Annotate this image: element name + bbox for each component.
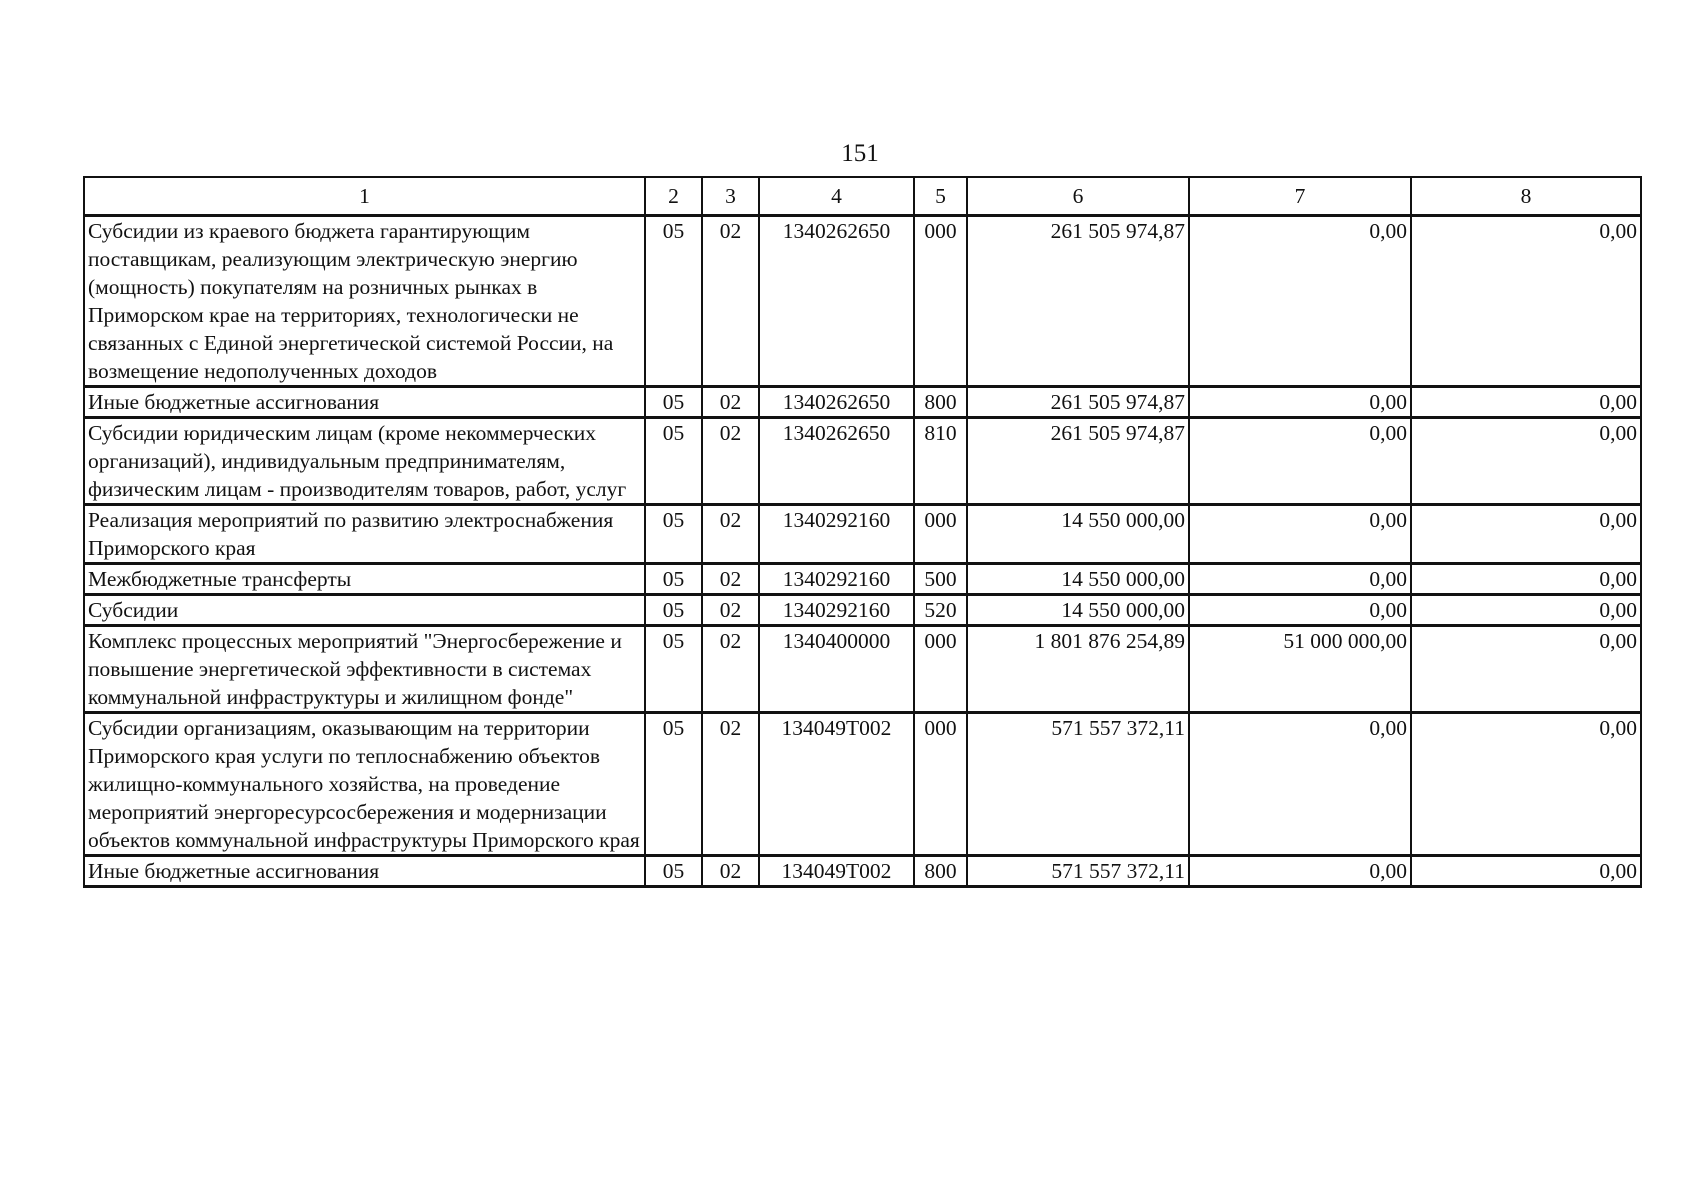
column-header-6: 6: [967, 177, 1189, 216]
column-header-5: 5: [914, 177, 967, 216]
row-amount-col7: 0,00: [1189, 387, 1411, 418]
row-amount-col8: 0,00: [1411, 595, 1641, 626]
row-amount-col7: 0,00: [1189, 418, 1411, 505]
row-amount-col8: 0,00: [1411, 216, 1641, 387]
table-row: [84, 216, 1641, 387]
row-amount-col7: 0,00: [1189, 564, 1411, 595]
row-target-code: 1340262650: [759, 387, 914, 418]
row-target-code: 134049Т002: [759, 856, 914, 887]
row-name: Комплекс процессных мероприятий "Энергосбережение и повышение энергетической эффективности в системах коммунальной инфраструктуры и жилищном фонде": [84, 626, 645, 713]
row-amount-col6: 261 505 974,87: [967, 387, 1189, 418]
row-name: Субсидии организациям, оказывающим на территории Приморского края услуги по теплоснабжению объектов жилищно-коммунального хозяйства, на проведение мероприятий энергоресурсосбережения и модернизации объектов коммунальной инфраструктуры Приморского края: [84, 713, 645, 856]
column-header-3: 3: [702, 177, 759, 216]
row-expense-type: 000: [914, 626, 967, 713]
row-section: 05: [645, 564, 702, 595]
column-header-1: 1: [84, 177, 645, 216]
budget-table: [83, 176, 1642, 888]
row-subsection: 02: [702, 216, 759, 387]
row-section: 05: [645, 216, 702, 387]
row-amount-col6: 261 505 974,87: [967, 216, 1189, 387]
row-amount-col8: 0,00: [1411, 713, 1641, 856]
row-amount-col7: 0,00: [1189, 713, 1411, 856]
row-amount-col6: 1 801 876 254,89: [967, 626, 1189, 713]
column-header-2: 2: [645, 177, 702, 216]
row-section: 05: [645, 856, 702, 887]
table-row: [84, 418, 1641, 505]
table-row: [84, 564, 1641, 595]
row-amount-col8: 0,00: [1411, 387, 1641, 418]
table-row: [84, 856, 1641, 887]
row-target-code: 1340400000: [759, 626, 914, 713]
row-expense-type: 800: [914, 856, 967, 887]
row-subsection: 02: [702, 626, 759, 713]
page-number: 151: [841, 140, 879, 167]
column-header-7: 7: [1189, 177, 1411, 216]
row-section: 05: [645, 626, 702, 713]
table-row: [84, 595, 1641, 626]
table-row: [84, 626, 1641, 713]
row-amount-col6: 14 550 000,00: [967, 505, 1189, 564]
row-expense-type: 000: [914, 713, 967, 856]
row-name: Субсидии из краевого бюджета гарантирующим поставщикам, реализующим электрическую энергию (мощность) покупателям на розничных рынках в Приморском крае на территориях, технологически не связанных с Единой энергетической системой России, на возмещение недополученных доходов: [84, 216, 645, 387]
row-target-code: 1340262650: [759, 418, 914, 505]
row-section: 05: [645, 418, 702, 505]
row-amount-col8: 0,00: [1411, 418, 1641, 505]
row-name: Иные бюджетные ассигнования: [84, 856, 645, 887]
row-amount-col6: 14 550 000,00: [967, 564, 1189, 595]
row-subsection: 02: [702, 387, 759, 418]
row-amount-col6: 261 505 974,87: [967, 418, 1189, 505]
row-subsection: 02: [702, 595, 759, 626]
row-target-code: 1340292160: [759, 595, 914, 626]
row-amount-col8: 0,00: [1411, 564, 1641, 595]
row-name: Субсидии: [84, 595, 645, 626]
row-target-code: 1340262650: [759, 216, 914, 387]
row-name: Субсидии юридическим лицам (кроме некоммерческих организаций), индивидуальным предпринимателям, физическим лицам - производителям товаров, работ, услуг: [84, 418, 645, 505]
row-expense-type: 000: [914, 505, 967, 564]
row-expense-type: 800: [914, 387, 967, 418]
row-amount-col7: 0,00: [1189, 856, 1411, 887]
row-amount-col8: 0,00: [1411, 626, 1641, 713]
row-name: Межбюджетные трансферты: [84, 564, 645, 595]
row-subsection: 02: [702, 418, 759, 505]
row-amount-col8: 0,00: [1411, 505, 1641, 564]
row-name: Реализация мероприятий по развитию электроснабжения Приморского края: [84, 505, 645, 564]
row-section: 05: [645, 505, 702, 564]
row-name: Иные бюджетные ассигнования: [84, 387, 645, 418]
column-header-8: 8: [1411, 177, 1641, 216]
row-section: 05: [645, 713, 702, 856]
table-row: [84, 713, 1641, 856]
row-target-code: 1340292160: [759, 505, 914, 564]
row-amount-col7: 51 000 000,00: [1189, 626, 1411, 713]
row-subsection: 02: [702, 856, 759, 887]
row-amount-col7: 0,00: [1189, 216, 1411, 387]
row-target-code: 1340292160: [759, 564, 914, 595]
row-subsection: 02: [702, 505, 759, 564]
row-subsection: 02: [702, 564, 759, 595]
row-expense-type: 000: [914, 216, 967, 387]
column-header-4: 4: [759, 177, 914, 216]
row-subsection: 02: [702, 713, 759, 856]
row-expense-type: 520: [914, 595, 967, 626]
table-row: [84, 387, 1641, 418]
row-amount-col7: 0,00: [1189, 595, 1411, 626]
table-header-row: [84, 177, 1641, 216]
row-section: 05: [645, 387, 702, 418]
row-amount-col7: 0,00: [1189, 505, 1411, 564]
table-row: [84, 505, 1641, 564]
row-amount-col6: 571 557 372,11: [967, 856, 1189, 887]
row-amount-col6: 14 550 000,00: [967, 595, 1189, 626]
row-expense-type: 810: [914, 418, 967, 505]
row-amount-col6: 571 557 372,11: [967, 713, 1189, 856]
row-section: 05: [645, 595, 702, 626]
row-amount-col8: 0,00: [1411, 856, 1641, 887]
row-target-code: 134049Т002: [759, 713, 914, 856]
row-expense-type: 500: [914, 564, 967, 595]
